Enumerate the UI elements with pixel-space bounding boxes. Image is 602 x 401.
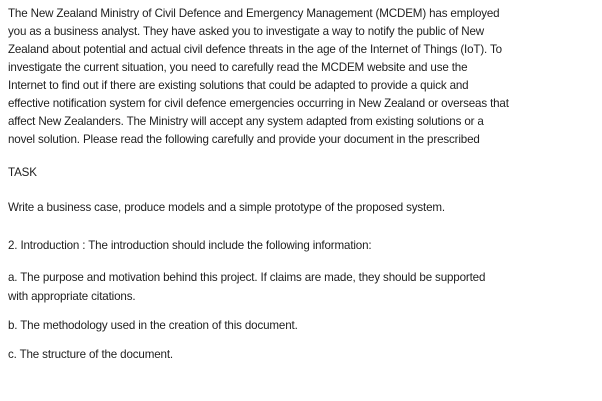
intro-line-6: effective notification system for civil defence emergencies occurring in New Zealand or overseas that [8, 97, 509, 110]
intro-line-1: The New Zealand Ministry of Civil Defence and Emergency Management (MCDEM) has employed [8, 7, 500, 20]
task-description: Write a business case, produce models and a simple prototype of the proposed system. [8, 201, 446, 214]
section-2-item-c: c. The structure of the document. [8, 348, 173, 361]
task-heading: TASK [8, 166, 37, 179]
item-a-line-2: with appropriate citations. [8, 290, 136, 303]
intro-line-3: Zealand about potential and actual civil defence threats in the age of the Internet of Things (IoT). To [8, 43, 502, 56]
intro-line-2: you as a business analyst. They have asked you to investigate a way to notify the public of New [8, 25, 484, 38]
intro-line-8: novel solution. Please read the following carefully and provide your document in the prescribed [8, 133, 480, 146]
intro-line-5: Internet to find out if there are existing solutions that could be adapted to provide a quick and [8, 79, 469, 92]
item-a-line-1: a. The purpose and motivation behind this project. If claims are made, they should be supported [8, 271, 486, 284]
section-2-heading: 2. Introduction : The introduction should include the following information: [8, 239, 372, 252]
section-2-item-b: b. The methodology used in the creation of this document. [8, 319, 298, 332]
intro-line-4: investigate the current situation, you need to carefully read the MCDEM website and use the [8, 61, 468, 74]
intro-line-7: affect New Zealanders. The Ministry will accept any system adapted from existing solutions or a [8, 115, 484, 128]
